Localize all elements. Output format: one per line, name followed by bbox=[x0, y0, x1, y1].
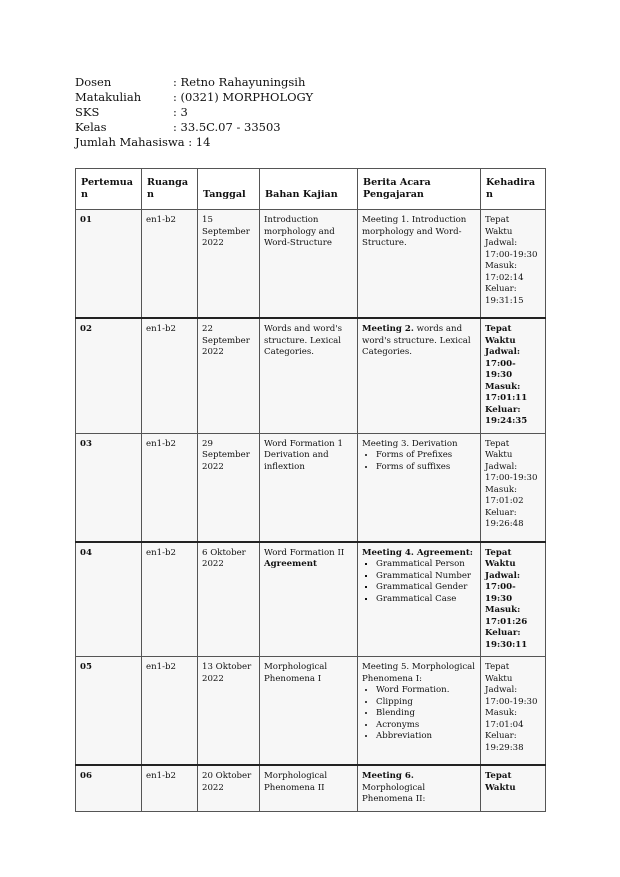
pertemuan-number: 05 bbox=[80, 662, 92, 672]
cell-ruangan bbox=[142, 318, 198, 433]
list-item: ▪ Grammatical Number bbox=[376, 571, 476, 583]
cell-bahan-kajian bbox=[260, 318, 358, 433]
info-value: : Retno Rahayuningsih bbox=[173, 75, 306, 89]
kehadiran-line: Jadwal: bbox=[485, 238, 518, 248]
cell-kehadiran bbox=[481, 765, 546, 811]
kehadiran-line: Masuk: bbox=[485, 708, 517, 718]
ruangan-text: en1-b2 bbox=[146, 324, 176, 334]
bahan-text: Morphological Phenomena II bbox=[264, 771, 328, 793]
kehadiran-line: Tepat bbox=[485, 771, 512, 781]
kehadiran-line: 17:01:11 bbox=[485, 393, 528, 403]
berita-list bbox=[362, 450, 476, 473]
kehadiran-line: Keluar: bbox=[485, 628, 521, 638]
info-row-jumlah bbox=[75, 135, 313, 150]
kehadiran-line: Tepat bbox=[485, 662, 510, 672]
berita-list bbox=[362, 685, 476, 743]
header-ruangan: Ruangan bbox=[142, 169, 198, 210]
kehadiran-line: 17:00-19:30 bbox=[485, 696, 538, 707]
kehadiran-line: Waktu bbox=[485, 782, 516, 793]
info-row-kelas bbox=[75, 120, 313, 135]
berita-text: Meeting 1. Introduction morphology and Word-Structure. bbox=[362, 215, 467, 248]
tanggal-text: 13 Oktober 2022 bbox=[202, 662, 252, 684]
cell-berita-acara bbox=[358, 657, 481, 766]
berita-text: Meeting 3. Derivation bbox=[362, 438, 458, 449]
berita-text: Morphological Phenomena II: bbox=[362, 782, 426, 804]
info-label: SKS bbox=[75, 105, 100, 119]
kehadiran-line: 17:00-19:30 bbox=[485, 473, 538, 483]
cell-berita-acara bbox=[358, 210, 481, 319]
kehadiran-line: 19:29:38 bbox=[485, 742, 524, 753]
cell-berita-acara bbox=[358, 765, 481, 811]
info-value: : 3 bbox=[173, 105, 188, 119]
header-pertemuan: Pertemuan bbox=[76, 169, 142, 210]
header-bahan-kajian: Bahan Kajian bbox=[260, 169, 358, 210]
kehadiran-line: Waktu bbox=[485, 335, 516, 346]
schedule-table bbox=[75, 168, 546, 812]
bahan-text: Introduction morphology and Word-Structure bbox=[264, 215, 335, 248]
kehadiran-line: Waktu bbox=[485, 673, 513, 684]
info-value: : 14 bbox=[188, 135, 211, 149]
kehadiran-line: 17:02:14 bbox=[485, 272, 524, 283]
list-item: ▪ Grammatical Gender bbox=[376, 582, 476, 594]
cell-pertemuan bbox=[76, 318, 142, 433]
berita-bold-text: Meeting 4. Agreement: bbox=[362, 547, 473, 558]
kehadiran-line: Jadwal: bbox=[485, 347, 521, 357]
kehadiran-line: Tepat bbox=[485, 438, 510, 449]
berita-text: words and word's structure. Lexical Categories. bbox=[362, 324, 471, 357]
kehadiran-line: Tepat bbox=[485, 324, 512, 334]
table-row bbox=[76, 765, 546, 811]
cell-berita-acara bbox=[358, 542, 481, 657]
cell-bahan-kajian bbox=[260, 765, 358, 811]
list-item: • Word Formation. bbox=[376, 685, 476, 697]
kehadiran-line: Waktu bbox=[485, 226, 513, 237]
cell-ruangan bbox=[142, 542, 198, 657]
list-item: • Forms of Prefixes bbox=[376, 450, 476, 462]
berita-text: Meeting 5. Morphological Phenomena I: bbox=[362, 662, 476, 684]
kehadiran-line: Jadwal: bbox=[485, 461, 518, 472]
berita-list bbox=[362, 559, 476, 605]
kehadiran-line: 19:31:15 bbox=[485, 295, 524, 306]
kehadiran-line: 17:00-19:30 bbox=[485, 358, 516, 380]
cell-tanggal bbox=[198, 210, 260, 319]
info-label: Dosen bbox=[75, 75, 112, 89]
pertemuan-number: 04 bbox=[80, 547, 92, 558]
info-label: Matakuliah bbox=[75, 90, 142, 104]
cell-tanggal bbox=[198, 433, 260, 542]
kehadiran-line: Waktu bbox=[485, 450, 513, 460]
schedule-body bbox=[76, 210, 546, 812]
kehadiran-line: Keluar: bbox=[485, 404, 521, 415]
header-tanggal: Tanggal bbox=[198, 169, 260, 210]
cell-kehadiran bbox=[481, 318, 546, 433]
kehadiran-line: 17:01:02 bbox=[485, 496, 524, 506]
kehadiran-line: 17:01:04 bbox=[485, 719, 524, 730]
cell-kehadiran bbox=[481, 433, 546, 542]
berita-bold-text: Meeting 6. bbox=[362, 771, 414, 781]
cell-bahan-kajian bbox=[260, 433, 358, 542]
info-value: : (0321) MORPHOLOGY bbox=[173, 90, 314, 104]
header-berita-acara: Berita Acara Pengajaran bbox=[358, 169, 481, 210]
ruangan-text: en1-b2 bbox=[146, 438, 176, 449]
course-info bbox=[75, 75, 313, 150]
pertemuan-number: 06 bbox=[80, 771, 92, 781]
cell-ruangan bbox=[142, 765, 198, 811]
kehadiran-line: Masuk: bbox=[485, 605, 521, 615]
pertemuan-number: 01 bbox=[80, 215, 92, 225]
cell-ruangan bbox=[142, 210, 198, 319]
list-item: • Acronyms bbox=[376, 720, 476, 732]
cell-pertemuan bbox=[76, 433, 142, 542]
info-row-matakuliah bbox=[75, 90, 313, 105]
tanggal-text: 29 September 2022 bbox=[202, 438, 250, 472]
tanggal-text: 20 Oktober 2022 bbox=[202, 771, 252, 793]
cell-tanggal bbox=[198, 657, 260, 766]
cell-tanggal bbox=[198, 542, 260, 657]
table-row bbox=[76, 318, 546, 433]
ruangan-text: en1-b2 bbox=[146, 771, 176, 781]
bahan-text: Words and word's structure. Lexical Categories. bbox=[264, 324, 342, 357]
cell-pertemuan bbox=[76, 765, 142, 811]
cell-bahan-kajian bbox=[260, 542, 358, 657]
cell-berita-acara bbox=[358, 318, 481, 433]
cell-ruangan bbox=[142, 433, 198, 542]
cell-ruangan bbox=[142, 657, 198, 766]
cell-kehadiran bbox=[481, 542, 546, 657]
table-header-row bbox=[76, 169, 546, 210]
cell-bahan-kajian bbox=[260, 210, 358, 319]
kehadiran-line: Masuk: bbox=[485, 261, 517, 271]
info-label: Kelas bbox=[75, 120, 107, 134]
kehadiran-line: Jadwal: bbox=[485, 570, 521, 581]
table-row bbox=[76, 433, 546, 542]
kehadiran-line: 17:00-19:30 bbox=[485, 582, 516, 604]
berita-bold-text: Meeting 2. bbox=[362, 324, 414, 334]
list-item: • Forms of suffixes bbox=[376, 462, 476, 474]
kehadiran-line: Keluar: bbox=[485, 284, 517, 294]
kehadiran-line: Masuk: bbox=[485, 381, 521, 392]
bahan-bold-text: Agreement bbox=[264, 559, 317, 569]
table-row bbox=[76, 210, 546, 319]
ruangan-text: en1-b2 bbox=[146, 662, 176, 672]
bahan-text: Word Formation 1 Derivation and inflextion bbox=[264, 438, 343, 472]
kehadiran-line: 19:30:11 bbox=[485, 639, 528, 650]
list-item: ▪ Grammatical Person bbox=[376, 559, 476, 571]
header-kehadiran: Kehadiran bbox=[481, 169, 546, 210]
info-label: Jumlah Mahasiswa bbox=[75, 135, 185, 149]
list-item: • Abbreviation bbox=[376, 731, 476, 743]
kehadiran-line: Keluar: bbox=[485, 731, 517, 741]
ruangan-text: en1-b2 bbox=[146, 547, 176, 558]
table-row bbox=[76, 657, 546, 766]
cell-berita-acara bbox=[358, 433, 481, 542]
list-item: • Blending bbox=[376, 708, 476, 720]
kehadiran-line: Waktu bbox=[485, 559, 516, 569]
cell-kehadiran bbox=[481, 210, 546, 319]
info-row-sks bbox=[75, 105, 313, 120]
tanggal-text: 22 September 2022 bbox=[202, 324, 250, 357]
info-row-dosen bbox=[75, 75, 313, 90]
cell-tanggal bbox=[198, 318, 260, 433]
kehadiran-line: 19:24:35 bbox=[485, 416, 528, 426]
tanggal-text: 6 Oktober 2022 bbox=[202, 547, 246, 569]
cell-kehadiran bbox=[481, 657, 546, 766]
cell-pertemuan bbox=[76, 657, 142, 766]
list-item: ▪ Grammatical Case bbox=[376, 594, 476, 606]
cell-bahan-kajian bbox=[260, 657, 358, 766]
list-item: • Clipping bbox=[376, 697, 476, 709]
kehadiran-line: Jadwal: bbox=[485, 685, 518, 695]
kehadiran-line: 17:00-19:30 bbox=[485, 249, 538, 260]
cell-pertemuan bbox=[76, 210, 142, 319]
ruangan-text: en1-b2 bbox=[146, 215, 176, 225]
pertemuan-number: 02 bbox=[80, 324, 92, 334]
kehadiran-line: Masuk: bbox=[485, 484, 517, 495]
info-value: : 33.5C.07 - 33503 bbox=[173, 120, 281, 134]
kehadiran-line: Tepat bbox=[485, 547, 512, 558]
kehadiran-line: Tepat bbox=[485, 215, 510, 225]
bahan-text: Word Formation II bbox=[264, 547, 345, 558]
cell-pertemuan bbox=[76, 542, 142, 657]
kehadiran-line: Keluar: bbox=[485, 507, 517, 518]
cell-tanggal bbox=[198, 765, 260, 811]
bahan-text: Morphological Phenomena I bbox=[264, 662, 328, 684]
tanggal-text: 15 September 2022 bbox=[202, 215, 250, 248]
table-row bbox=[76, 542, 546, 657]
kehadiran-line: 19:26:48 bbox=[485, 519, 524, 529]
pertemuan-number: 03 bbox=[80, 438, 92, 449]
kehadiran-line: 17:01:26 bbox=[485, 616, 528, 627]
